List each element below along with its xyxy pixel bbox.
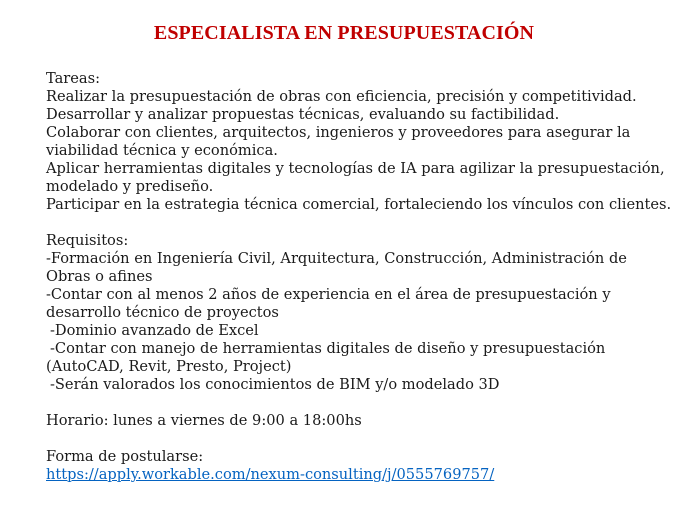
paragraph-gap <box>46 430 656 448</box>
requisitos-line: Obras o afines <box>46 268 153 285</box>
application-link[interactable]: https://apply.workable.com/nexum-consulting/j/0555769757/ <box>46 466 495 483</box>
requisitos-line: -Contar con al menos 2 años de experiencia en el área de presupuestación y <box>46 286 611 303</box>
tareas-line: Colaborar con clientes, arquitectos, ingenieros y proveedores para asegurar la <box>46 124 631 141</box>
document-title: ESPECIALISTA EN PRESUPUESTACIÓN <box>153 22 535 44</box>
application-link-row <box>46 466 656 484</box>
requisitos-line: -Contar con manejo de herramientas digitales de diseño y presupuestación <box>50 340 606 357</box>
requisitos-line: desarrollo técnico de proyectos <box>46 304 279 321</box>
requisitos-heading: Requisitos: <box>46 232 129 249</box>
tareas-line: Participar en la estrategia técnica comercial, fortaleciendo los vínculos con clientes. <box>46 196 672 213</box>
requisitos-line: -Formación en Ingeniería Civil, Arquitectura, Construcción, Administración de <box>46 250 627 267</box>
paragraph-gap <box>46 394 656 412</box>
tareas-line: Realizar la presupuestación de obras con eficiencia, precisión y competitividad. <box>46 88 637 105</box>
tareas-line: Desarrollar y analizar propuestas técnicas, evaluando su factibilidad. <box>46 106 560 123</box>
requisitos-line: -Serán valorados los conocimientos de BIM y/o modelado 3D <box>50 376 500 393</box>
horario-text: Horario: lunes a viernes de 9:00 a 18:00hs <box>46 412 362 429</box>
paragraph-gap <box>46 214 656 232</box>
tareas-heading: Tareas: <box>46 70 101 87</box>
tareas-line: viabilidad técnica y económica. <box>46 142 278 159</box>
requisitos-line: -Dominio avanzado de Excel <box>50 322 259 339</box>
tareas-line: Aplicar herramientas digitales y tecnologías de IA para agilizar la presupuestación, <box>46 160 665 177</box>
document-body <box>46 70 672 484</box>
tareas-line: modelado y prediseño. <box>46 178 214 195</box>
postulacion-heading: Forma de postularse: <box>46 448 204 465</box>
requisitos-line: (AutoCAD, Revit, Presto, Project) <box>46 358 292 375</box>
